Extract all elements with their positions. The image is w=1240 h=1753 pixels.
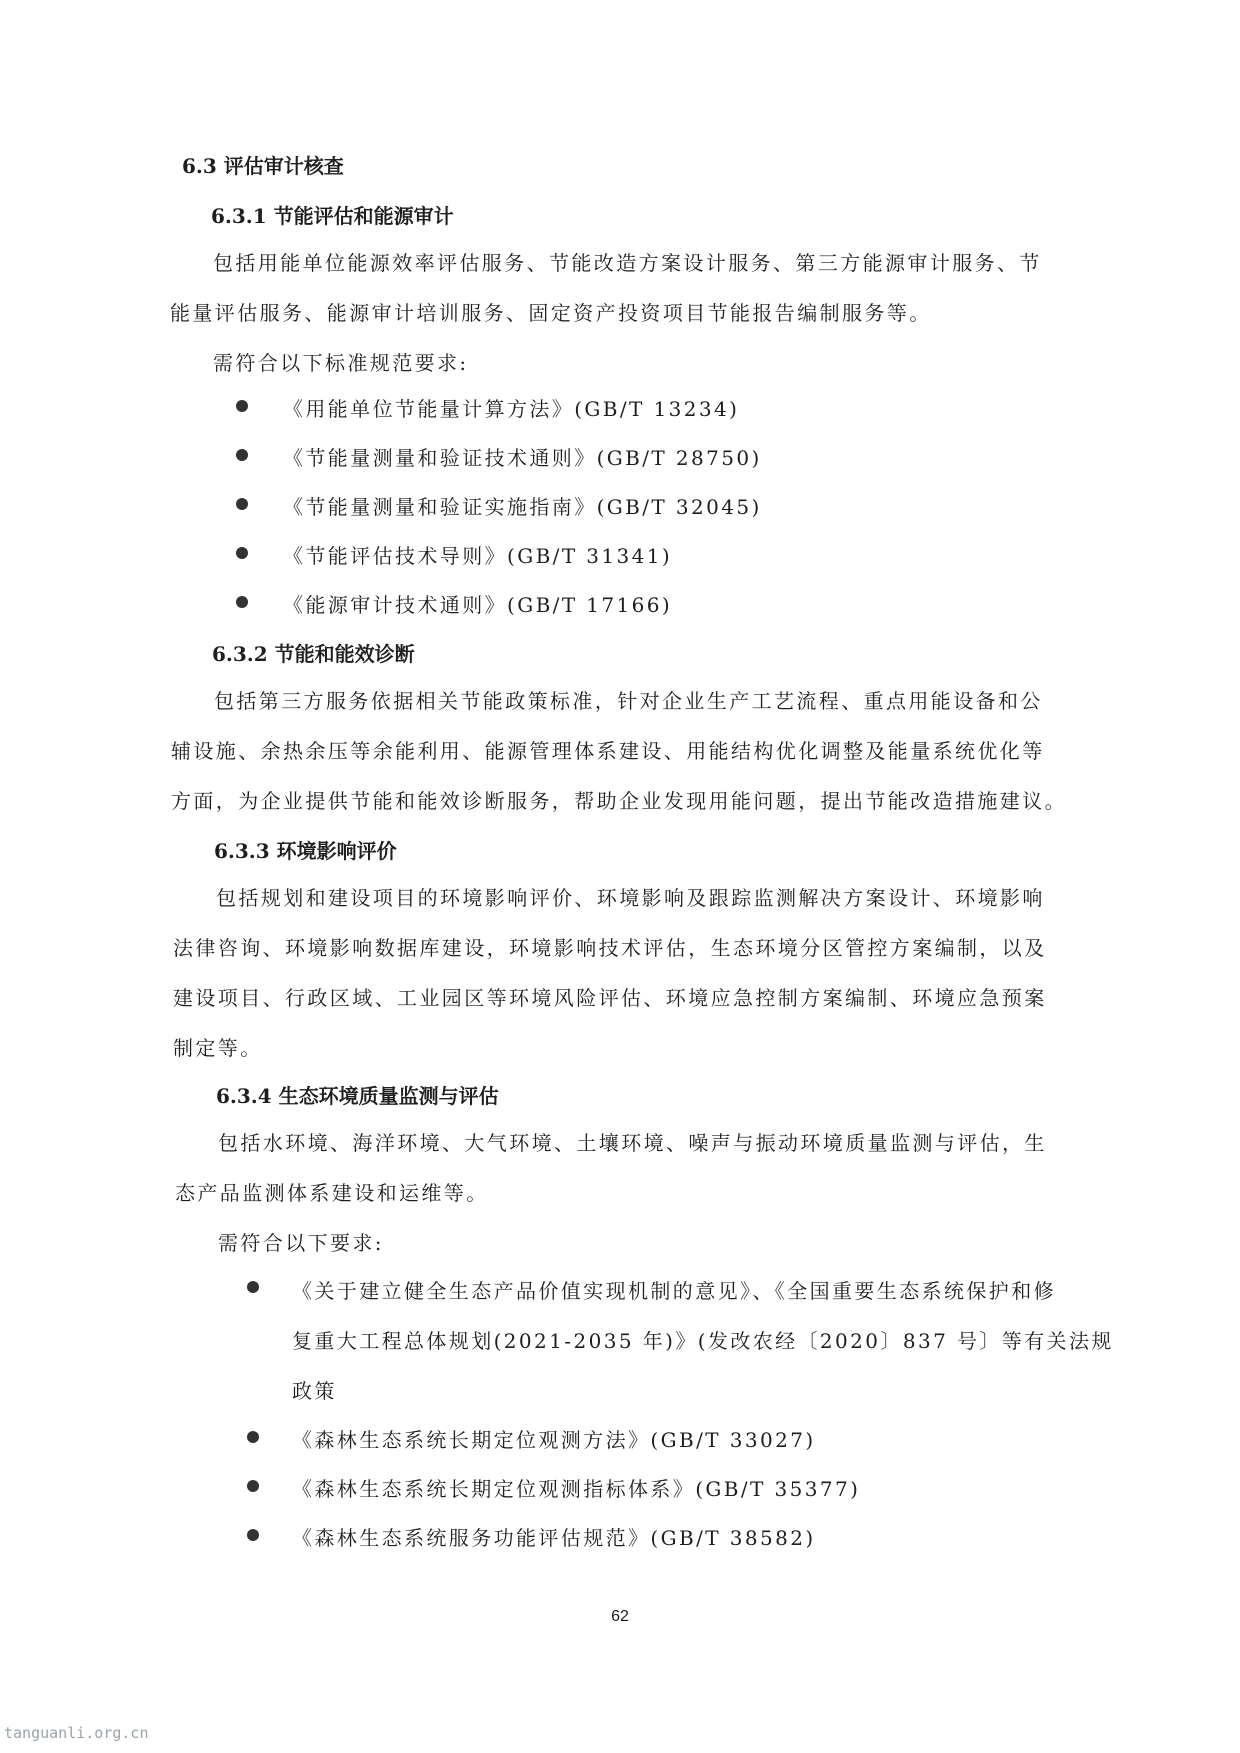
paragraph-line: 包括第三方服务依据相关节能政策标准，针对企业生产工艺流程、重点用能设备和公 bbox=[214, 689, 1043, 713]
standard-item: 《节能量测量和验证实施指南》(GB/T 32045) bbox=[283, 495, 762, 519]
paragraph-line: 辅设施、余热余压等余能利用、能源管理体系建设、用能结构优化调整及能量系统优化等 bbox=[171, 739, 1045, 763]
policy-item-line: 复重大工程总体规划(2021-2035 年)》(发改农经〔2020〕837 号〕等有关法规 bbox=[292, 1329, 1114, 1353]
bullet-icon bbox=[236, 449, 248, 461]
section-6-3-4-heading: 6.3.4 生态环境质量监测与评估 bbox=[216, 1084, 499, 1108]
standard-item: 《能源审计技术通则》(GB/T 17166) bbox=[283, 593, 673, 617]
paragraph-line: 包括规划和建设项目的环境影响评价、环境影响及跟踪监测解决方案设计、环境影响 bbox=[216, 886, 1045, 910]
policy-item-line: 政策 bbox=[292, 1379, 337, 1403]
bullet-icon bbox=[247, 1480, 259, 1492]
requirement-intro: 需符合以下要求: bbox=[218, 1231, 384, 1255]
bullet-icon bbox=[236, 400, 248, 412]
bullet-icon bbox=[236, 547, 248, 559]
paragraph-line: 制定等。 bbox=[173, 1036, 263, 1060]
section-6-3-2-heading: 6.3.2 节能和能效诊断 bbox=[212, 642, 415, 666]
bullet-icon bbox=[247, 1529, 259, 1541]
standard-item: 《森林生态系统服务功能评估规范》(GB/T 38582) bbox=[292, 1526, 816, 1550]
paragraph-line: 法律咨询、环境影响数据库建设，环境影响技术评估，生态环境分区管控方案编制，以及 bbox=[173, 936, 1047, 960]
section-6-3-1-heading: 6.3.1 节能评估和能源审计 bbox=[211, 204, 454, 228]
bullet-icon bbox=[236, 596, 248, 608]
bullet-icon bbox=[247, 1281, 259, 1293]
paragraph-line: 包括水环境、海洋环境、大气环境、土壤环境、噪声与振动环境质量监测与评估，生 bbox=[218, 1131, 1047, 1155]
standard-item: 《节能评估技术导则》(GB/T 31341) bbox=[283, 544, 673, 568]
policy-item-line: 《关于建立健全生态产品价值实现机制的意见》、《全国重要生态系统保护和修 bbox=[292, 1279, 1056, 1303]
watermark-text: tanguanli.org.cn bbox=[4, 1724, 149, 1742]
paragraph-line: 包括用能单位能源效率评估服务、节能改造方案设计服务、第三方能源审计服务、节 bbox=[213, 251, 1042, 275]
paragraph-line: 建设项目、行政区域、工业园区等环境风险评估、环境应急控制方案编制、环境应急预案 bbox=[173, 986, 1047, 1010]
section-6-3-heading: 6.3 评估审计核查 bbox=[182, 154, 344, 178]
page-number: 62 bbox=[611, 1608, 629, 1625]
paragraph-line: 态产品监测体系建设和运维等。 bbox=[175, 1181, 489, 1205]
standard-item: 《森林生态系统长期定位观测指标体系》(GB/T 35377) bbox=[292, 1477, 861, 1501]
paragraph-line: 方面，为企业提供节能和能效诊断服务，帮助企业发现用能问题，提出节能改造措施建议。 bbox=[171, 789, 1067, 813]
bullet-icon bbox=[247, 1431, 259, 1443]
standard-item: 《用能单位节能量计算方法》(GB/T 13234) bbox=[283, 397, 740, 421]
section-6-3-3-heading: 6.3.3 环境影响评价 bbox=[214, 839, 397, 863]
bullet-icon bbox=[236, 498, 248, 510]
requirement-intro: 需符合以下标准规范要求: bbox=[213, 351, 469, 375]
paragraph-line: 能量评估服务、能源审计培训服务、固定资产投资项目节能报告编制服务等。 bbox=[170, 301, 932, 325]
standard-item: 《节能量测量和验证技术通则》(GB/T 28750) bbox=[283, 446, 762, 470]
standard-item: 《森林生态系统长期定位观测方法》(GB/T 33027) bbox=[292, 1428, 816, 1452]
